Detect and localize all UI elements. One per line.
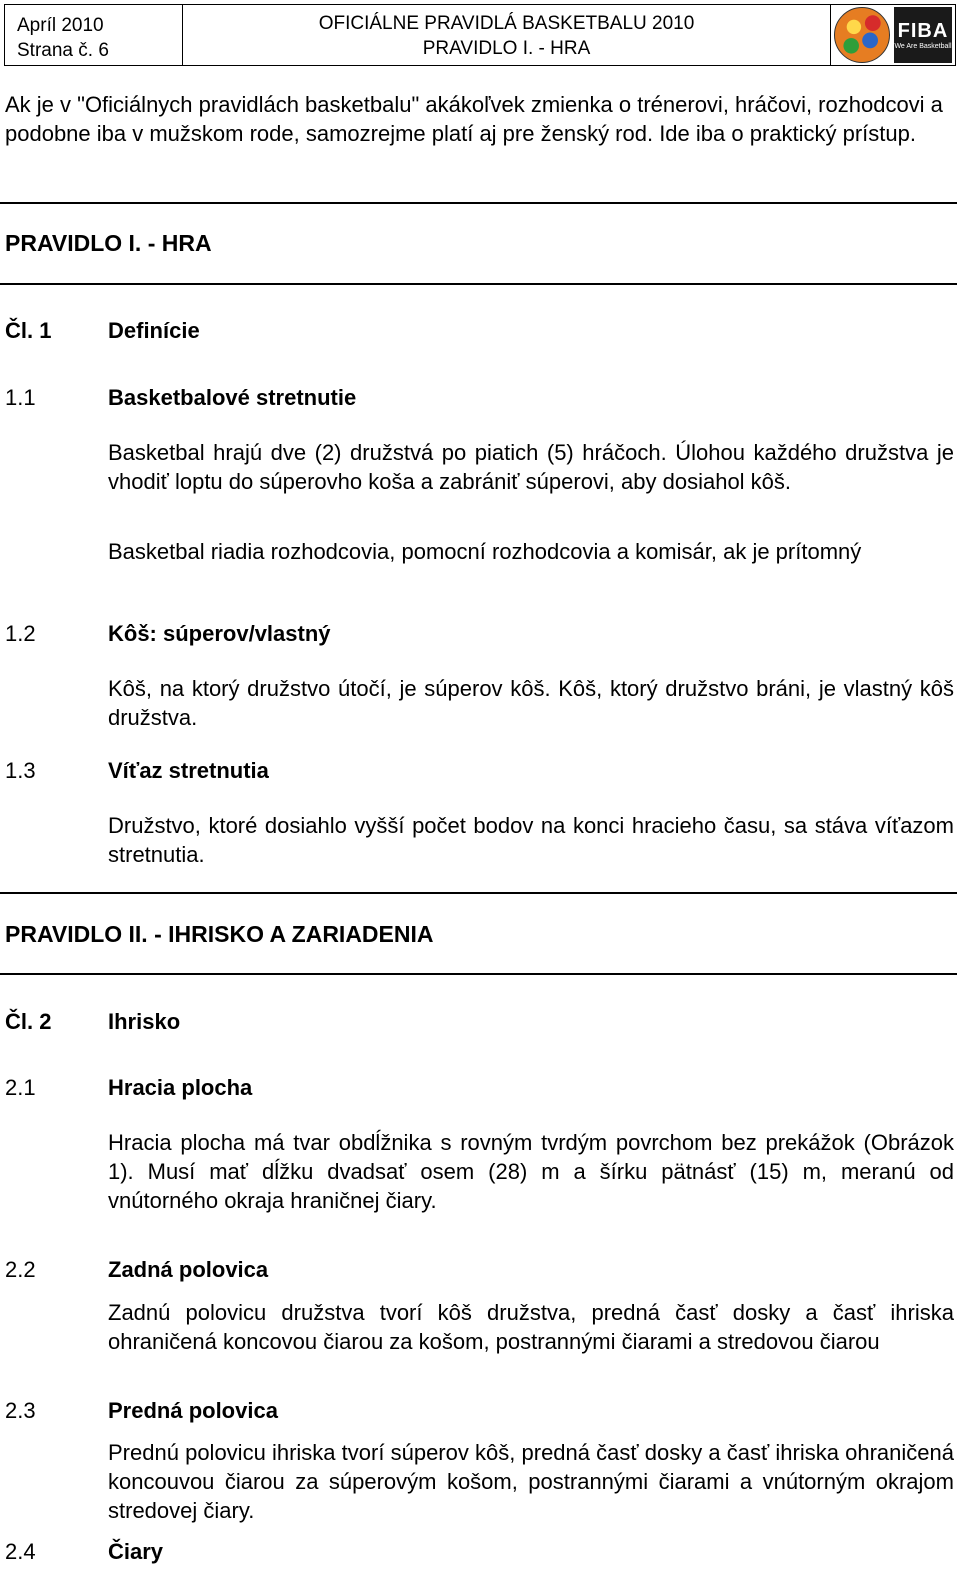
fiba-logo-word: FIBA bbox=[897, 19, 949, 42]
header-section-title: PRAVIDLO I. - HRA bbox=[422, 38, 591, 59]
section-2-1-title: Hracia plocha bbox=[108, 1075, 253, 1100]
section-2-2-paragraph: Zadnú polovicu družstva tvorí kôš družstva, predná časť dosky a časť ihriska ohraničená koncovou čiarou za košom, postrannými čiarami a stredovou čiarou bbox=[108, 1300, 954, 1354]
header-page-number: Strana č. 6 bbox=[17, 40, 109, 61]
article-1-title: Definície bbox=[108, 318, 200, 343]
section-1-1-paragraph-1: Basketbal hrajú dve (2) družstvá po piatich (5) hráčoch. Úlohou každého družstva je vhodiť loptu do súperovho koša a zabrániť súperovi, aby dosiahol kôš. bbox=[108, 440, 954, 494]
rule-1-title: PRAVIDLO I. - HRA bbox=[5, 230, 212, 256]
section-1-1-title: Basketbalové stretnutie bbox=[108, 385, 357, 410]
section-2-3-paragraph: Prednú polovicu ihriska tvorí súperov kôš, predná časť dosky a časť ihriska ohraničená koncouvou čiarou za súperovým košom, postrannými čiarami a vnútorným okrajom stredovej čiary. bbox=[108, 1440, 954, 1523]
section-2-3-title: Predná polovica bbox=[108, 1398, 278, 1423]
page-header bbox=[4, 4, 956, 66]
article-1-number: Čl. 1 bbox=[5, 318, 52, 343]
section-1-3-title: Víťaz stretnutia bbox=[108, 758, 269, 783]
section-divider bbox=[0, 973, 957, 975]
section-1-1-paragraph-2: Basketbal riadia rozhodcovia, pomocní rozhodcovia a komisár, ak je prítomný bbox=[108, 539, 862, 564]
section-2-4-number: 2.4 bbox=[5, 1539, 36, 1564]
section-1-2-title: Kôš: súperov/vlastný bbox=[108, 621, 331, 646]
section-2-3-number: 2.3 bbox=[5, 1398, 36, 1423]
section-1-1-number: 1.1 bbox=[5, 385, 36, 410]
fiba-wordmark bbox=[894, 7, 952, 63]
section-2-1-number: 2.1 bbox=[5, 1075, 36, 1100]
section-2-2-number: 2.2 bbox=[5, 1257, 36, 1282]
intro-paragraph: Ak je v "Oficiálnych pravidlách basketbalu" akákoľvek zmienka o trénerovi, hráčovi, rozhodcovi a podobne iba v mužskom rode, samozrejme platí aj pre ženský rod. Ide iba o praktický prístup. bbox=[5, 92, 943, 146]
section-divider bbox=[0, 283, 957, 285]
article-2-title: Ihrisko bbox=[108, 1009, 181, 1034]
section-2-4-title: Čiary bbox=[108, 1539, 164, 1564]
basketball-icon bbox=[834, 7, 890, 63]
section-divider bbox=[0, 892, 957, 894]
header-left bbox=[5, 5, 183, 65]
header-doc-title: OFICIÁLNE PRAVIDLÁ BASKETBALU 2010 bbox=[318, 13, 695, 34]
section-2-1-paragraph: Hracia plocha má tvar obdĺžnika s rovným tvrdým povrchom bez prekážok (Obrázok 1). Musí mať dĺžku dvadsať osem (28) m a šírku pätnásť (15) m, meranú od vnútorného okraja hraničnej čiary. bbox=[108, 1130, 954, 1213]
fiba-logo bbox=[831, 5, 955, 65]
section-divider bbox=[0, 202, 957, 204]
section-1-2-number: 1.2 bbox=[5, 621, 36, 646]
fiba-logo-tagline: We Are Basketball bbox=[894, 42, 952, 50]
rule-2-title: PRAVIDLO II. - IHRISKO A ZARIADENIA bbox=[5, 921, 434, 947]
header-center bbox=[183, 5, 831, 65]
article-2-number: Čl. 2 bbox=[5, 1009, 52, 1034]
section-1-2-paragraph: Kôš, na ktorý družstvo útočí, je súperov kôš. Kôš, ktorý družstvo bráni, je vlastný kôš družstva. bbox=[108, 676, 954, 730]
section-1-3-paragraph: Družstvo, ktoré dosiahlo vyšší počet bodov na konci hracieho času, sa stáva víťazom stretnutia. bbox=[108, 813, 954, 867]
section-2-2-title: Zadná polovica bbox=[108, 1257, 269, 1282]
header-date: Apríl 2010 bbox=[17, 15, 104, 36]
section-1-3-number: 1.3 bbox=[5, 758, 36, 783]
